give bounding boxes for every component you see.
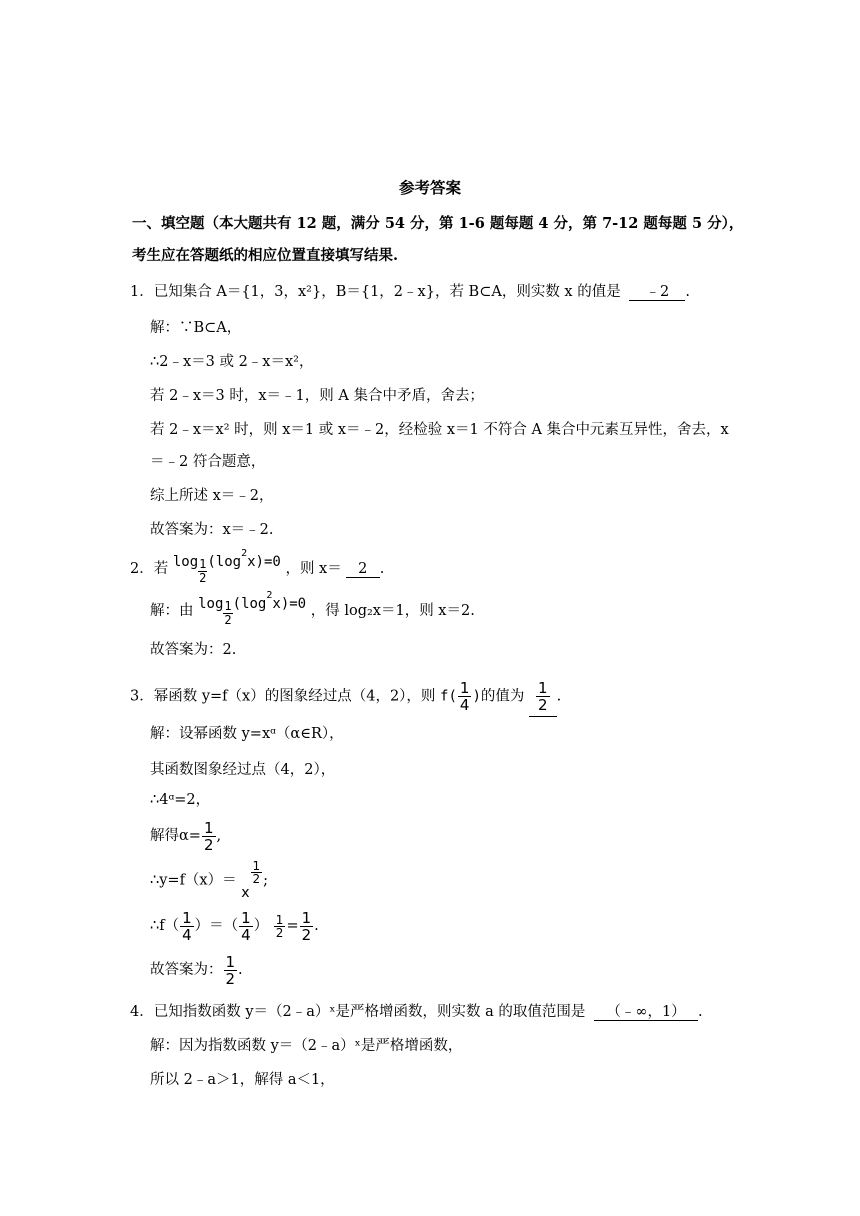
section-heading: 一、填空题（本大题共有 12 题，满分 54 分，第 1-6 题每题 4 分，第 7-12 题每题 5 分），	[132, 215, 744, 232]
frac-den: 2	[203, 835, 214, 854]
log-text: log	[198, 595, 224, 612]
solution-line: 解：∵B⊂A，	[150, 320, 242, 336]
question-stem: 幂函数 y=f（x）的图象经过点（4，2），则	[153, 688, 436, 705]
page-title: 参考答案	[398, 178, 461, 197]
log-inner: (log	[232, 595, 267, 612]
base-x: x	[241, 885, 250, 901]
fraction	[224, 954, 238, 987]
solution-line: 解：设幂函数 y=xᵅ（α∈R），	[150, 726, 344, 742]
solution-line	[150, 818, 221, 854]
log-base	[198, 558, 207, 585]
frac-num: 1	[241, 908, 251, 927]
frac-num: 1	[275, 913, 284, 927]
paren: (	[448, 688, 457, 705]
fraction	[202, 820, 216, 853]
punct: .	[685, 284, 690, 300]
punct: .	[556, 688, 562, 705]
answer-blank: 2	[346, 561, 380, 578]
solution-text: ∴y=f（x）＝	[150, 872, 237, 889]
answer-blank	[529, 676, 557, 717]
log-inner-end: x)=0	[247, 553, 281, 570]
solution-text: 解得α=	[150, 828, 201, 844]
answer-blank: （﹣∞，1）	[594, 1004, 698, 1021]
question-1	[130, 282, 690, 302]
frac-den: 2	[252, 872, 261, 886]
frac-den: 2	[538, 695, 548, 714]
frac-num: 1	[301, 908, 312, 927]
solution-line: ∴4ᵅ=2，	[150, 792, 211, 808]
solution-line: 解：因为指数函数 y＝（2﹣a）ˣ是严格增函数，	[150, 1038, 463, 1054]
frac-num: 1	[224, 598, 232, 613]
log-text: log	[172, 553, 199, 570]
log-inner-end: x)=0	[272, 595, 307, 612]
punct: .	[698, 1004, 703, 1020]
question-number: 3．	[130, 688, 154, 705]
punct: .	[379, 561, 385, 577]
question-number: 2．	[130, 561, 154, 577]
solution-line	[150, 908, 319, 944]
exponent-fraction	[251, 860, 263, 885]
frac-den: 2	[275, 926, 284, 940]
question-number: 1．	[130, 284, 154, 300]
solution-text: ，得 log₂x＝1，则 x＝2.	[310, 603, 475, 619]
frac-den: 2	[225, 969, 236, 988]
question-stem: 若	[153, 561, 169, 577]
solution-line	[150, 589, 475, 628]
solution-line: 故答案为：x＝﹣2.	[150, 522, 274, 538]
log-expression: log $\frac{1}{2}$ (log 2 x)=0	[172, 547, 281, 585]
solution-text: 故答案为：	[150, 962, 223, 978]
frac-den: 2	[199, 570, 207, 585]
equals: =	[286, 918, 299, 934]
frac-den: 2	[224, 612, 232, 627]
solution-line: 综上所述 x＝﹣2，	[150, 488, 274, 504]
solution-line: 若 2﹣x＝x² 时，则 x＝1 或 x＝﹣2，经检验 x＝1 不符合 A 集合中元素互异性，舍去，x	[150, 422, 729, 438]
frac-den: 4	[241, 925, 251, 944]
frac-num: 1	[199, 556, 207, 571]
solution-line: ∴2﹣x＝3 或 2﹣x＝x²，	[150, 354, 314, 370]
solution-text: 解：由	[150, 603, 194, 619]
answer-blank: ﹣2	[629, 284, 685, 301]
question-stem: ，则 x＝	[285, 561, 342, 577]
solution-line: 故答案为：2.	[150, 642, 237, 658]
fraction	[239, 910, 253, 943]
question-stem: 已知集合 A＝{1，3，x²}，B＝{1，2﹣x}，若 B⊂A，则实数 x 的值是	[153, 284, 621, 300]
solution-line: 其函数图象经过点（4，2），	[150, 762, 336, 778]
log-expression: log $\frac{1}{2}$ (log 2 x)=0	[198, 589, 307, 627]
fraction	[180, 910, 194, 943]
punct: ,	[216, 828, 222, 844]
solution-line: 若 2﹣x＝3 时，x＝﹣1，则 A 集合中矛盾，舍去；	[150, 388, 484, 404]
paren: )	[472, 688, 481, 705]
log-base	[223, 600, 232, 627]
frac-num: 1	[459, 679, 470, 697]
exponent-fraction	[274, 914, 286, 939]
frac-num: 1	[203, 818, 214, 837]
solution-line: 所以 2﹣a＞1，解得 a＜1，	[150, 1072, 335, 1088]
question-3	[130, 676, 561, 717]
fraction	[300, 910, 314, 943]
frac-den: 2	[301, 925, 312, 944]
question-4	[130, 1002, 703, 1022]
frac-num: 1	[252, 859, 261, 873]
frac-num: 1	[225, 952, 236, 971]
frac-den: 4	[182, 925, 192, 944]
frac-den: 4	[459, 696, 470, 714]
solution-text: ）	[253, 918, 269, 934]
log-inner: (log	[207, 553, 242, 570]
function-symbol: f	[440, 688, 449, 705]
fraction	[458, 680, 472, 713]
solution-text: ∴f（	[150, 918, 180, 934]
punct: .	[314, 918, 319, 934]
question-2	[130, 547, 385, 586]
solution-line	[150, 860, 268, 901]
frac-num: 1	[538, 678, 548, 697]
power-expression	[241, 860, 263, 901]
punct: ;	[263, 872, 269, 889]
question-number: 4．	[130, 1004, 154, 1020]
solution-line: ＝﹣2 符合题意，	[150, 454, 266, 470]
section-instruction: 考生应在答题纸的相应位置直接填写结果.	[132, 247, 399, 264]
fraction	[536, 680, 550, 713]
question-stem: 的值为	[480, 688, 525, 705]
solution-text: ）＝（	[194, 918, 239, 934]
question-stem: 已知指数函数 y＝（2﹣a）ˣ是严格增函数，则实数 a 的取值范围是	[153, 1004, 586, 1020]
solution-line	[150, 952, 243, 988]
punct: .	[238, 962, 243, 978]
frac-num: 1	[182, 908, 192, 927]
